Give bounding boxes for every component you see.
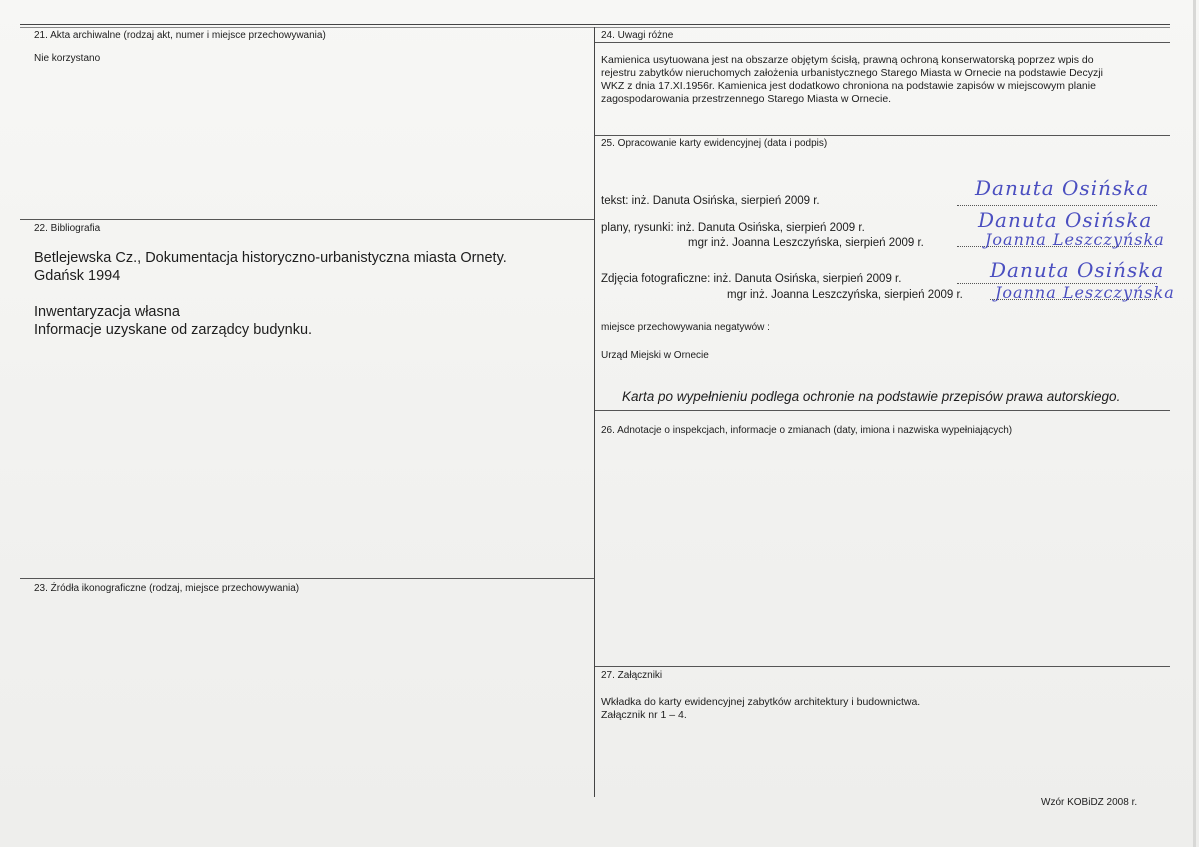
- remarks-line: WKZ z dnia 17.XI.1956r. Kamienica jest dodatkowo chroniona na podstawie zapisów w miejscowym planie: [601, 80, 1096, 92]
- bibliography-line: Gdańsk 1994: [34, 268, 121, 284]
- signature-leszczynska: Joanna Leszczyńska: [985, 230, 1165, 249]
- section-27-label: 27. Załączniki: [601, 670, 663, 681]
- signature-osinska: Danuta Osińska: [978, 208, 1153, 232]
- author-photos-1: Zdjęcia fotograficzne: inż. Danuta Osińska, sierpień 2009 r.: [601, 273, 902, 285]
- signature-line: [957, 205, 1157, 206]
- section-24-label: 24. Uwagi różne: [601, 30, 674, 41]
- section-22-divider: [20, 219, 594, 220]
- section-23-label: 23. Źródła ikonograficzne (rodzaj, miejsce przechowywania): [34, 583, 300, 594]
- section-26-divider: [595, 410, 1170, 411]
- section-25-label: 25. Opracowanie karty ewidencyjnej (data i podpis): [601, 138, 828, 149]
- signature-line: [990, 299, 1157, 300]
- author-photos-2: mgr inż. Joanna Leszczyńska, sierpień 2009 r.: [727, 289, 963, 301]
- bibliography-line: Inwentaryzacja własna: [34, 304, 180, 320]
- signature-osinska: Danuta Osińska: [975, 176, 1150, 200]
- negatives-label: miejsce przechowywania negatywów :: [601, 322, 770, 333]
- top-border: [20, 24, 1170, 25]
- negatives-value: Urząd Miejski w Ornecie: [601, 350, 709, 361]
- column-divider: [594, 27, 595, 797]
- author-plans-1: plany, rysunki: inż. Danuta Osińska, sierpień 2009 r.: [601, 222, 865, 234]
- signature-leszczynska: Joanna Leszczyńska: [995, 283, 1175, 302]
- bibliography-line: Betlejewska Cz., Dokumentacja historyczno-urbanistyczna miasta Ornety.: [34, 250, 507, 266]
- signature-osinska: Danuta Osińska: [990, 258, 1165, 282]
- section-22-label: 22. Bibliografia: [34, 223, 101, 234]
- attachment-line: Wkładka do karty ewidencyjnej zabytków architektury i budownictwa.: [601, 696, 921, 708]
- section-25-divider: [595, 135, 1170, 136]
- copyright-note: Karta po wypełnieniu podlega ochronie na podstawie przepisów prawa autorskiego.: [622, 389, 1121, 404]
- attachment-line: Załącznik nr 1 – 4.: [601, 709, 687, 721]
- section-21-label: 21. Akta archiwalne (rodzaj akt, numer i miejsce przechowywania): [34, 30, 326, 41]
- author-text: tekst: inż. Danuta Osińska, sierpień 2009 r.: [601, 195, 820, 207]
- remarks-line: rejestru zabytków nieruchomych założenia urbanistycznego Starego Miasta w Ornecie na podstawie Decyzji: [601, 67, 1103, 79]
- bibliography-line: Informacje uzyskane od zarządcy budynku.: [34, 322, 313, 338]
- author-plans-2: mgr inż. Joanna Leszczyńska, sierpień 2009 r.: [688, 237, 924, 249]
- section-23-divider: [20, 578, 594, 579]
- section-27-divider: [595, 666, 1170, 667]
- form-template-footer: Wzór KOBiDZ 2008 r.: [1041, 797, 1138, 808]
- section-26-label: 26. Adnotacje o inspekcjach, informacje o zmianach (daty, imiona i nazwiska wypełniających): [601, 425, 1013, 436]
- remarks-line: Kamienica usytuowana jest na obszarze objętym ścisłą, prawną ochroną konserwatorską poprzez wpis do: [601, 54, 1094, 66]
- section-21-value: Nie korzystano: [34, 53, 101, 64]
- section-24-header-rule: [595, 42, 1170, 43]
- page-edge: [1193, 0, 1196, 847]
- top-border-inner: [20, 27, 1170, 28]
- remarks-line: zagospodarowania przestrzennego Starego Miasta w Ornecie.: [601, 93, 892, 105]
